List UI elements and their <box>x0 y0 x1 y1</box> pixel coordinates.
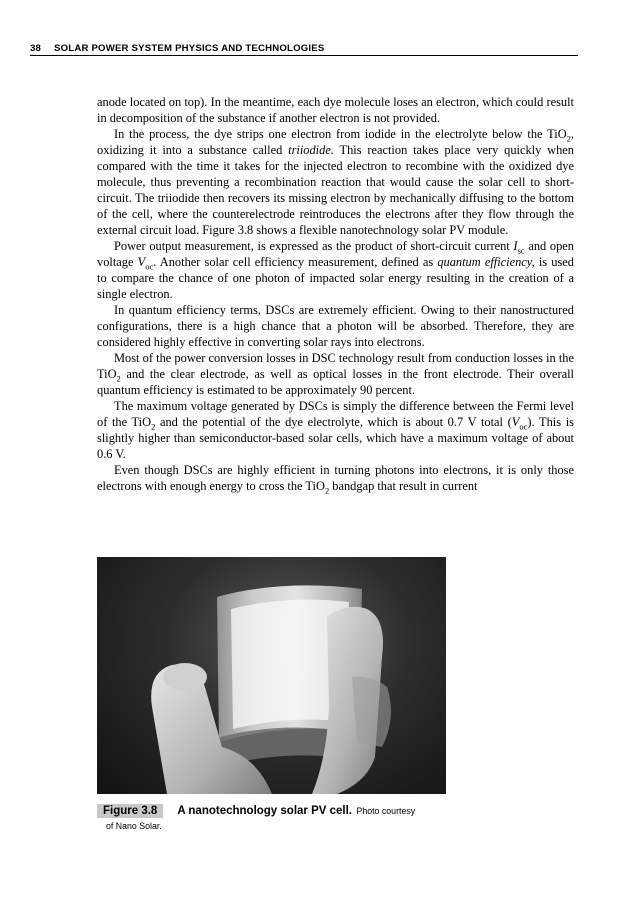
figure-caption <box>97 801 557 831</box>
figure-title: A nanotechnology solar PV cell. <box>177 805 352 817</box>
paragraph: In the process, the dye strips one electron from iodide in the electrolyte below the TiO$_2$, oxidizing it into a substance called triiodide. This reaction takes place very quickly when compared with the time it takes for the injected electron to recombine with the oxidized dye molecule, thus preventing a recombination reaction that would cause the solar cell to short-circuit. The triiodide then recovers its missing electron by mechanically diffusing to the bottom of the cell, where the counterelectrode reintroduces the electrons after they flow through the external circuit load. Figure 3.8 shows a flexible nanotechnology solar PV module. <box>97 127 574 237</box>
figure-credit-line2: of Nano Solar. <box>106 821 162 831</box>
figure-label: Figure 3.8 <box>97 804 163 818</box>
paragraph: In quantum efficiency terms, DSCs are extremely efficient. Owing to their nanostructured configurations, there is a high chance that a photon will be absorbed. Therefore, they are considered highly effective in converting solar rays into electrons. <box>97 303 574 349</box>
photo-illustration <box>97 557 446 794</box>
page-number: 38 <box>30 43 42 54</box>
paragraph: The maximum voltage generated by DSCs is simply the difference between the Fermi level of the TiO$_2$ and the potential of the dye electrolyte, which is about 0.7 V total $(V_{oc})$. This is slightly higher than semiconductor-based solar cells, which have a maximum voltage of about 0.6 V. <box>97 399 574 461</box>
paragraph: Most of the power conversion losses in DSC technology result from conduction losses in the TiO$_2$ and the clear electrode, as well as optical losses in the front electrode. Their overall quantum efficiency is estimated to be approximately 90 percent. <box>97 351 574 397</box>
paragraph: Even though DSCs are highly efficient in turning photons into electrons, it is only those electrons with enough energy to cross the TiO$_2$ bandgap that result in current <box>97 463 574 496</box>
running-header <box>30 43 578 56</box>
solar-cell-photo <box>97 557 446 794</box>
paragraph: Power output measurement, is expressed as the product of short-circuit current $I_{sc}$ and open voltage $V_{oc}$. Another solar cell efficiency measurement, defined as quantum efficiency, is used to compare the chance of one photon of impacted solar energy resulting in the creation of a single electron. <box>97 239 575 301</box>
paragraph: anode located on top). In the meantime, each dye molecule loses an electron, which could result in decomposition of the substance if another electron is not provided. <box>97 95 574 125</box>
body-text <box>97 94 574 494</box>
running-title: SOLAR POWER SYSTEM PHYSICS AND TECHNOLOGIES <box>54 43 325 54</box>
figure-credit: Photo courtesy <box>356 806 416 816</box>
